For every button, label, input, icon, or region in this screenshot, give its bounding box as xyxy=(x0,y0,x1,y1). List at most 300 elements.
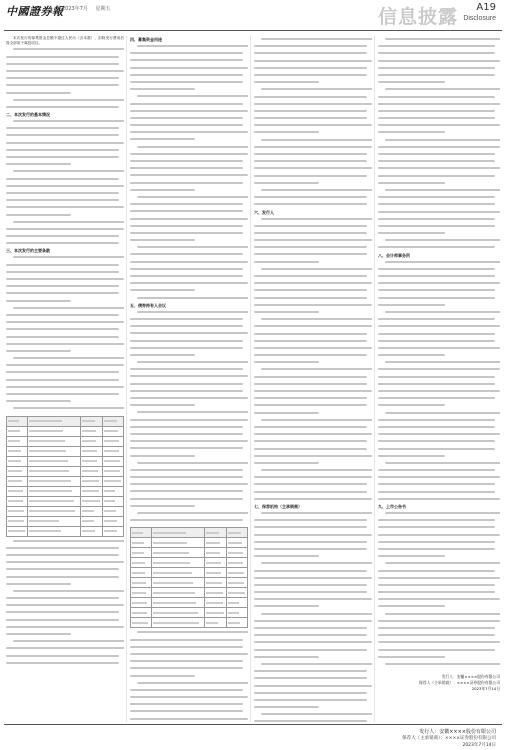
table-cell xyxy=(131,618,152,628)
text-line xyxy=(378,232,500,237)
text-line xyxy=(254,613,372,618)
text-line xyxy=(378,182,500,187)
table-cell xyxy=(152,528,205,538)
text-line xyxy=(378,562,500,567)
text-line xyxy=(6,192,124,197)
text-line xyxy=(378,60,500,65)
text-line xyxy=(130,182,248,187)
table-cell xyxy=(226,608,247,618)
text-line xyxy=(254,45,372,50)
text-line xyxy=(378,368,500,373)
table-cell xyxy=(28,416,81,426)
text-line xyxy=(254,455,372,460)
text-line xyxy=(378,268,500,273)
text-line xyxy=(6,300,124,305)
text-line xyxy=(254,376,372,381)
text-line xyxy=(254,663,372,668)
table-cell xyxy=(152,558,205,568)
text-line xyxy=(378,641,500,646)
text-line xyxy=(254,131,372,136)
text-line xyxy=(378,491,500,496)
text-line xyxy=(378,376,500,381)
text-line xyxy=(254,397,372,402)
text-line xyxy=(6,206,124,211)
text-line xyxy=(130,667,248,672)
table-cell xyxy=(81,516,102,526)
text-line xyxy=(6,400,124,405)
text-line xyxy=(130,397,248,402)
text-line xyxy=(378,124,500,129)
text-line xyxy=(378,167,500,172)
text-line xyxy=(378,534,500,539)
text-line xyxy=(378,419,500,424)
text-line xyxy=(378,139,500,144)
text-line xyxy=(130,462,248,467)
column-divider xyxy=(374,36,375,722)
text-line xyxy=(254,670,372,675)
text-line xyxy=(130,167,248,172)
table-row xyxy=(7,416,124,426)
text-line xyxy=(6,393,124,398)
text-line xyxy=(6,142,124,147)
text-line xyxy=(130,368,248,373)
text-line xyxy=(254,433,372,438)
article-column-2 xyxy=(130,36,248,722)
text-line xyxy=(130,469,248,474)
table-cell xyxy=(7,486,28,496)
text-line xyxy=(130,67,248,72)
text-line xyxy=(378,311,500,316)
text-line xyxy=(130,81,248,86)
text-line xyxy=(254,347,372,352)
text-line xyxy=(6,134,124,139)
table-cell xyxy=(226,538,247,548)
issue-weekday: 星期五 xyxy=(95,6,111,12)
text-line xyxy=(378,440,500,445)
text-line xyxy=(378,275,500,280)
text-line xyxy=(254,261,372,266)
signature-line: 发行人：安徽××××股份有限公司 xyxy=(441,674,500,680)
table-cell xyxy=(226,598,247,608)
footer-issuer: 发行人：安徽××××股份有限公司 xyxy=(419,729,496,735)
table-cell xyxy=(205,558,226,568)
text-line xyxy=(378,110,500,115)
table-row xyxy=(7,466,124,476)
table-row xyxy=(7,436,124,446)
text-line xyxy=(254,620,372,625)
text-line xyxy=(6,633,124,638)
text-line xyxy=(378,649,500,654)
table-cell xyxy=(131,558,152,568)
text-line xyxy=(254,52,372,57)
text-line xyxy=(254,182,372,187)
text-line xyxy=(378,627,500,632)
text-line xyxy=(254,225,372,230)
text-line xyxy=(130,153,248,158)
text-line xyxy=(254,354,372,359)
text-line xyxy=(130,483,248,488)
table-cell xyxy=(131,598,152,608)
text-line xyxy=(254,404,372,409)
text-line xyxy=(6,77,124,82)
text-line xyxy=(254,297,372,302)
text-line xyxy=(6,364,124,369)
text-line xyxy=(130,718,248,722)
text-line xyxy=(130,498,248,503)
table-row xyxy=(131,578,248,588)
table-row xyxy=(131,538,248,548)
table-row xyxy=(7,506,124,516)
text-line xyxy=(378,469,500,474)
text-line xyxy=(254,275,372,280)
text-line xyxy=(378,620,500,625)
text-line xyxy=(378,52,500,57)
table-cell xyxy=(7,516,28,526)
text-line xyxy=(254,692,372,697)
section-title-en: Disclosure xyxy=(463,15,496,22)
section-heading: 九、上市公告书 xyxy=(378,504,406,509)
text-line xyxy=(130,447,248,452)
text-line xyxy=(130,232,248,237)
text-line xyxy=(254,498,372,503)
table-cell xyxy=(131,568,152,578)
table-cell xyxy=(28,466,81,476)
table-cell xyxy=(28,476,81,486)
table-cell xyxy=(81,486,102,496)
table-row xyxy=(131,598,248,608)
text-line xyxy=(130,239,248,244)
table-cell xyxy=(131,538,152,548)
text-line xyxy=(254,483,372,488)
table-row xyxy=(131,548,248,558)
text-line xyxy=(130,275,248,280)
text-line xyxy=(130,110,248,115)
text-line xyxy=(130,660,248,665)
table-cell xyxy=(102,476,123,486)
text-line xyxy=(6,568,124,573)
table-cell xyxy=(152,608,205,618)
table-cell xyxy=(81,526,102,536)
table-row xyxy=(7,496,124,506)
table-cell xyxy=(28,506,81,516)
text-line xyxy=(130,354,248,359)
text-line xyxy=(6,597,124,602)
text-line xyxy=(6,350,124,355)
text-line xyxy=(130,426,248,431)
text-line xyxy=(378,462,500,467)
table-cell xyxy=(102,446,123,456)
text-line xyxy=(254,476,372,481)
table-cell xyxy=(102,516,123,526)
text-line xyxy=(378,448,500,453)
text-line xyxy=(378,390,500,395)
text-line xyxy=(254,160,372,165)
table-cell xyxy=(152,618,205,628)
text-line xyxy=(254,656,372,661)
text-line xyxy=(130,419,248,424)
text-line xyxy=(254,282,372,287)
text-line xyxy=(6,271,124,276)
table-cell xyxy=(205,618,226,628)
footer-rule xyxy=(4,724,502,725)
text-line xyxy=(378,239,500,244)
table-cell xyxy=(226,528,247,538)
table-cell xyxy=(226,548,247,558)
table-row xyxy=(7,516,124,526)
table-cell xyxy=(81,506,102,516)
table-row xyxy=(7,476,124,486)
issue-meta xyxy=(62,5,117,12)
text-line xyxy=(378,598,500,603)
text-line xyxy=(130,74,248,79)
text-line xyxy=(378,38,500,43)
text-line xyxy=(130,160,248,165)
text-line xyxy=(130,131,248,136)
data-table xyxy=(130,527,248,628)
text-line xyxy=(254,519,372,524)
text-line xyxy=(6,56,124,61)
text-line xyxy=(6,235,124,240)
text-line xyxy=(378,570,500,575)
text-line xyxy=(130,653,248,658)
text-line xyxy=(378,498,500,503)
text-line xyxy=(6,561,124,566)
text-line xyxy=(378,383,500,388)
text-line xyxy=(6,221,124,226)
table-cell xyxy=(131,578,152,588)
table-cell xyxy=(226,558,247,568)
text-line xyxy=(6,149,124,154)
text-line xyxy=(254,268,372,273)
signature-line: 2023年7月14日 xyxy=(471,686,500,692)
header-rule xyxy=(4,30,502,31)
table-cell xyxy=(28,426,81,436)
table-cell xyxy=(81,446,102,456)
text-line xyxy=(254,440,372,445)
text-line xyxy=(254,167,372,172)
text-line xyxy=(130,124,248,129)
text-line xyxy=(254,340,372,345)
text-line xyxy=(6,84,124,89)
text-line xyxy=(130,689,248,694)
text-line xyxy=(378,613,500,618)
text-line xyxy=(130,189,248,194)
table-cell xyxy=(28,526,81,536)
text-line xyxy=(6,576,124,581)
table-cell xyxy=(7,416,28,426)
text-line xyxy=(254,60,372,65)
text-line xyxy=(378,656,500,661)
table-cell xyxy=(205,568,226,578)
text-line xyxy=(254,419,372,424)
text-line xyxy=(378,289,500,294)
text-line xyxy=(378,160,500,165)
text-line xyxy=(130,95,248,100)
column-divider xyxy=(126,36,127,722)
text-line xyxy=(6,285,124,290)
text-line xyxy=(254,699,372,704)
text-line xyxy=(6,99,124,104)
table-cell xyxy=(102,506,123,516)
text-line xyxy=(254,246,372,251)
table-cell xyxy=(226,568,247,578)
text-line xyxy=(130,404,248,409)
table-cell xyxy=(7,506,28,516)
text-line xyxy=(6,242,124,247)
text-line xyxy=(254,383,372,388)
text-line xyxy=(130,146,248,151)
text-line xyxy=(378,397,500,402)
section-title: 信息披露 xyxy=(378,6,459,28)
text-line xyxy=(6,278,124,283)
text-line xyxy=(378,663,500,668)
section-heading: 四、募集资金用途 xyxy=(130,37,162,42)
section-heading: 三、本次发行的主要条款 xyxy=(6,248,50,254)
text-line xyxy=(378,325,500,330)
page-number: A19 xyxy=(476,2,496,13)
text-line xyxy=(378,333,500,338)
text-line xyxy=(378,584,500,589)
section-heading: 七、保荐机构（主承销商） xyxy=(254,504,302,509)
table-cell xyxy=(102,496,123,506)
text-line xyxy=(378,577,500,582)
table-cell xyxy=(152,578,205,588)
text-line xyxy=(378,96,500,101)
text-line xyxy=(378,189,500,194)
text-line xyxy=(6,407,124,412)
text-line xyxy=(6,626,124,631)
table-cell xyxy=(7,466,28,476)
text-line xyxy=(378,591,500,596)
text-line xyxy=(6,655,124,660)
text-line xyxy=(378,433,500,438)
text-line xyxy=(378,196,500,201)
text-line xyxy=(130,225,248,230)
text-line xyxy=(130,318,248,323)
text-line xyxy=(130,512,248,517)
text-line xyxy=(254,649,372,654)
section-heading: 五、债券持有人会议 xyxy=(130,302,166,308)
text-line xyxy=(254,462,372,467)
text-line xyxy=(378,512,500,517)
table-cell xyxy=(205,598,226,608)
table-cell xyxy=(7,456,28,466)
text-line xyxy=(130,246,248,251)
table-row xyxy=(131,608,248,618)
table-row xyxy=(7,526,124,536)
text-line xyxy=(378,203,500,208)
text-line xyxy=(130,375,248,380)
text-line xyxy=(378,67,500,72)
table-cell xyxy=(102,416,123,426)
text-line xyxy=(6,379,124,384)
footer-date: 2023年7月14日 xyxy=(462,743,496,748)
text-line xyxy=(130,476,248,481)
text-line xyxy=(6,554,124,559)
table-row xyxy=(7,456,124,466)
text-line xyxy=(254,720,372,722)
text-line xyxy=(130,103,248,108)
text-line xyxy=(254,627,372,632)
text-line xyxy=(130,347,248,352)
text-line xyxy=(6,92,124,97)
text-line xyxy=(254,232,372,237)
table-cell xyxy=(102,486,123,496)
text-line xyxy=(254,203,372,208)
text-line xyxy=(378,340,500,345)
text-line xyxy=(378,455,500,460)
text-line xyxy=(378,555,500,560)
text-line xyxy=(378,404,500,409)
table-cell xyxy=(205,608,226,618)
text-line xyxy=(6,343,124,348)
text-line xyxy=(6,63,124,68)
text-line xyxy=(130,490,248,495)
text-line xyxy=(130,440,248,445)
table-cell xyxy=(81,476,102,486)
text-line xyxy=(378,297,500,302)
table-cell xyxy=(28,446,81,456)
text-line xyxy=(254,175,372,180)
text-line xyxy=(130,646,248,651)
section-heading: 八、会计师事务所 xyxy=(378,252,410,258)
issue-date: 2023年7月 xyxy=(62,6,88,12)
text-line xyxy=(378,74,500,79)
text-line xyxy=(254,253,372,258)
text-line xyxy=(254,641,372,646)
table-cell xyxy=(152,598,205,608)
table-cell xyxy=(102,426,123,436)
text-line xyxy=(130,696,248,701)
table-cell xyxy=(205,538,226,548)
table-cell xyxy=(131,588,152,598)
text-line xyxy=(254,706,372,711)
text-line xyxy=(6,540,124,545)
text-line xyxy=(130,519,248,524)
text-line xyxy=(130,253,248,258)
text-line xyxy=(378,218,500,223)
text-line xyxy=(130,52,248,57)
text-line xyxy=(378,117,500,122)
text-line xyxy=(254,368,372,373)
text-line xyxy=(6,547,124,552)
text-line xyxy=(254,146,372,151)
text-line xyxy=(130,631,248,636)
table-cell xyxy=(81,466,102,476)
table-cell xyxy=(81,436,102,446)
table-cell xyxy=(205,578,226,588)
text-line xyxy=(130,340,248,345)
page-header xyxy=(0,0,506,36)
table-cell xyxy=(7,526,28,536)
table-row xyxy=(131,528,248,538)
text-line xyxy=(378,282,500,287)
text-line xyxy=(378,634,500,639)
text-line xyxy=(6,156,124,161)
text-line xyxy=(254,526,372,531)
text-line xyxy=(254,88,372,93)
table-cell xyxy=(28,516,81,526)
text-line xyxy=(130,390,248,395)
text-line xyxy=(130,59,248,64)
text-line xyxy=(254,491,372,496)
body-paragraph: 本次发行的募集资金总额不超过人民币（含本数），扣除发行费用后将全部用于募投项目。 xyxy=(6,36,124,46)
text-line xyxy=(6,314,124,319)
text-line xyxy=(254,512,372,517)
text-line xyxy=(254,570,372,575)
text-line xyxy=(130,682,248,687)
table-cell xyxy=(81,426,102,436)
